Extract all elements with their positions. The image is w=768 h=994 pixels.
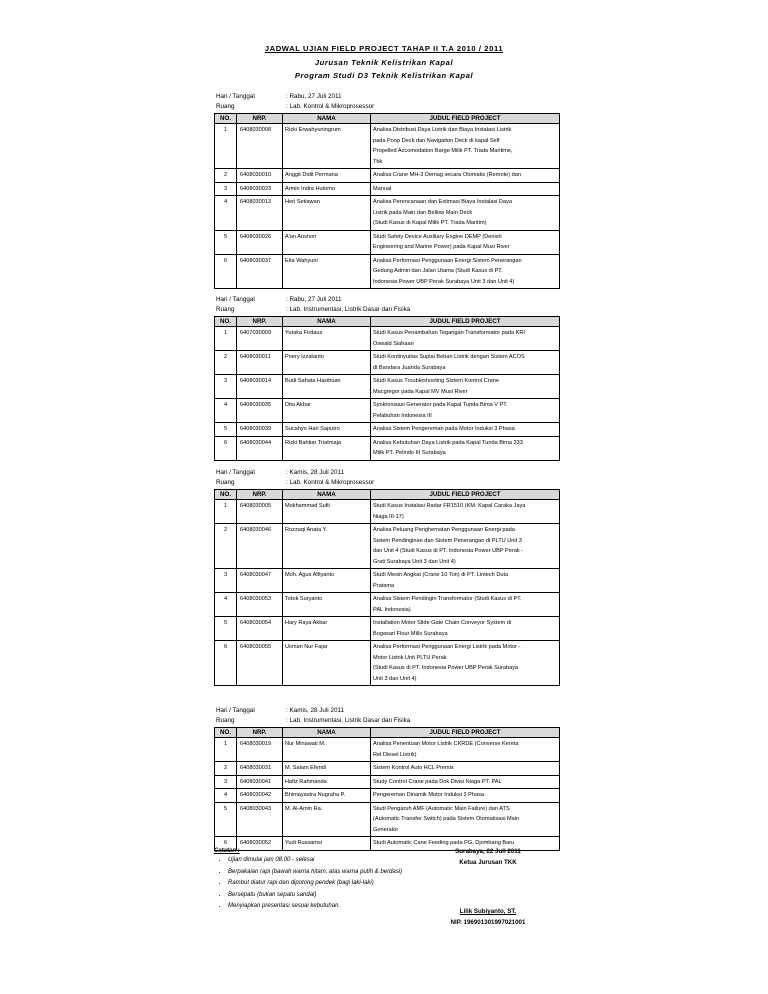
judul-line: Studi Mesin Angkat (Crane 10 Ton) di PT. Lintech Duta	[373, 572, 509, 578]
judul-line: (Studi Kasus di PT. Indonesia Power UBP Perak Surabaya	[373, 665, 519, 671]
schedule-table	[214, 489, 560, 686]
schedule-table	[214, 727, 560, 851]
cell-nama: Budi Sahata Hasibuan	[283, 375, 371, 399]
day-date-row	[214, 296, 559, 306]
cell-judul	[371, 789, 560, 803]
judul-line: Manual	[373, 185, 392, 192]
col-nama-header: NAMA	[283, 490, 371, 500]
cell-judul	[371, 617, 560, 641]
col-no-header: NO.	[215, 490, 237, 500]
table-row	[215, 436, 560, 460]
judul-line: Study Control Crane pada Dok Divisi Niaga PT. PAL	[373, 778, 502, 785]
cell-no: 3	[215, 182, 237, 196]
schedule-table	[214, 316, 560, 461]
cell-nama: Dita Akbar	[283, 399, 371, 423]
cell-judul	[371, 738, 560, 762]
cell-no: 2	[215, 524, 237, 569]
cell-nama: Rizki Erwahyuningrum	[283, 124, 371, 169]
judul-line: Generator	[373, 826, 399, 833]
signature-nip: NIP. 196901301997021001	[450, 919, 526, 926]
judul-line: Analisa Sistem Pendingin Transformator (Studi Kasus di PT.	[373, 596, 522, 602]
cell-no: 2	[215, 169, 237, 183]
room-value: : Lab. Kontrol & Mikroprosessor	[286, 479, 375, 486]
cell-judul	[371, 124, 560, 169]
judul-line: Synkronisasi Generator pada Kapal Tunda Bima V PT.	[373, 402, 508, 408]
judul-line: (Automatic Transfer Switch) pada Sistem Otomatisasi Main	[373, 816, 520, 822]
cell-nama: Hary Raya Akbar	[283, 617, 371, 641]
table-row	[215, 500, 560, 524]
room-label: Ruang	[216, 717, 235, 724]
schedule-section	[214, 93, 559, 289]
table-row	[215, 593, 560, 617]
table-row	[215, 327, 560, 351]
col-nama-header: NAMA	[283, 728, 371, 738]
cell-no: 5	[215, 617, 237, 641]
department-line: Jurusan Teknik Kelistrikan Kapal	[314, 58, 454, 67]
cell-no: 6	[215, 837, 237, 851]
cell-no: 4	[215, 789, 237, 803]
judul-line: Analisa Penentuan Motor Listrik CKRDE (Converse Kereta	[373, 741, 519, 747]
note-item: • Ujian dimulai jam 08.00 - selesai	[228, 857, 559, 864]
judul-line: PAL Indonesia)	[373, 606, 411, 613]
col-judul-header: JUDUL FIELD PROJECT	[371, 728, 560, 738]
judul-line: Studi Safety Device Auxiliary Engine DEMP (Denish	[373, 233, 502, 240]
col-no-header: NO.	[215, 317, 237, 327]
cell-judul	[371, 802, 560, 837]
day-date-value: : Kamis, 28 Juli 2011	[286, 707, 344, 714]
cell-nrp: 6408030039	[237, 423, 283, 437]
signature-name: Lilik Subiyanto, ST.	[459, 908, 517, 915]
col-no-header: NO.	[215, 114, 237, 124]
notes-title: Catatan :	[214, 848, 240, 854]
col-nrp-header: NRP.	[237, 317, 283, 327]
col-judul-header: JUDUL FIELD PROJECT	[371, 490, 560, 500]
judul-line: Studi Pengaruh AMF (Automatic Main Failure) dan ATS	[373, 805, 510, 812]
signature-place-date: Surabaya, 22 Juli 2011	[455, 848, 521, 855]
judul-line: Rel Diesel Listrik)	[373, 751, 417, 758]
table-row	[215, 423, 560, 437]
col-judul-header: JUDUL FIELD PROJECT	[371, 114, 560, 124]
cell-no: 1	[215, 738, 237, 762]
cell-judul	[371, 375, 560, 399]
room-label: Ruang	[216, 306, 235, 313]
note-item: • Menyiapkan presentasi sesuai kebutuhan.	[228, 903, 559, 910]
judul-line: (Studi Kasus di Kapal Milik PT. Trada Maritim)	[373, 220, 487, 226]
judul-line: Unit 3 dan Unit 4)	[373, 675, 417, 682]
cell-nama: Totok Suryanto	[283, 593, 371, 617]
cell-no: 1	[215, 500, 237, 524]
note-item: • Bersepatu (bukan sepatu sandal)	[228, 892, 559, 899]
cell-judul	[371, 524, 560, 569]
cell-nama: Armin Indra Hutomo	[283, 182, 371, 196]
cell-no: 6	[215, 641, 237, 686]
judul-line: Motor Listrik Unit PLTU Perak	[373, 654, 447, 661]
table-row	[215, 230, 560, 254]
col-nama-header: NAMA	[283, 317, 371, 327]
cell-no: 4	[215, 593, 237, 617]
judul-line: Studi Kasus Troubleshooting Sistem Kontrol Crane	[373, 378, 499, 384]
table-row	[215, 762, 560, 776]
program-line: Program Studi D3 Teknik Kelistrikan Kapal	[294, 71, 474, 80]
cell-nama: Nur Minawati M.	[283, 738, 371, 762]
cell-nrp: 6408030046	[237, 524, 283, 569]
judul-line: Indonesia Power UBP Perak Surabaya Unit 3 dan Unit 4)	[373, 278, 515, 285]
room-value: : Lab. Kontrol & Mikroprosessor	[286, 103, 375, 110]
room-row	[214, 479, 559, 489]
judul-line: Tbk	[373, 158, 383, 165]
cell-no: 5	[215, 230, 237, 254]
schedule-section	[214, 296, 559, 461]
cell-judul	[371, 423, 560, 437]
cell-nama: Moh. Agus Alfiyanto	[283, 569, 371, 593]
cell-judul	[371, 327, 560, 351]
cell-nama: Bhimayastra Nugraha P.	[283, 789, 371, 803]
schedule-section	[214, 469, 559, 686]
cell-judul	[371, 254, 560, 289]
col-no-header: NO.	[215, 728, 237, 738]
table-row	[215, 641, 560, 686]
judul-line: Analisa Sistem Pengereman pada Motor Induksi 3 Phasa	[373, 426, 515, 432]
cell-nama: M. Salam Efendi	[283, 762, 371, 776]
judul-line: Analisa Performasi Penggunaan Energi Listrik pada Motor -	[373, 644, 521, 650]
judul-line: Listrik pada Main dan Bellow Main Deck	[373, 209, 473, 216]
cell-nama: Eka Wahyuni	[283, 254, 371, 289]
cell-judul	[371, 569, 560, 593]
table-row	[215, 802, 560, 837]
cell-nrp: 6408030008	[237, 124, 283, 169]
table-row	[215, 738, 560, 762]
cell-nrp: 6408030010	[237, 169, 283, 183]
cell-no: 3	[215, 775, 237, 789]
cell-judul	[371, 182, 560, 196]
table-row	[215, 789, 560, 803]
room-value: : Lab. Instrumentasi, Listrik Dasar dan Fisika	[286, 717, 411, 724]
col-nrp-header: NRP.	[237, 490, 283, 500]
table-row	[215, 182, 560, 196]
cell-no: 3	[215, 569, 237, 593]
table-row	[215, 351, 560, 375]
cell-judul	[371, 169, 560, 183]
cell-no: 2	[215, 762, 237, 776]
cell-nama: Hafiz Rahmanda	[283, 775, 371, 789]
table-row	[215, 399, 560, 423]
table-row	[215, 569, 560, 593]
room-label: Ruang	[216, 479, 235, 486]
day-date-value: : Rabu, 27 Juli 2011	[286, 93, 342, 100]
signature-position: Ketua Jurusan TKK	[459, 859, 517, 866]
judul-line: Grati Surabaya Unit 3 dan Unit 4)	[373, 558, 456, 565]
judul-line: Analisa Peluang Penghematan Penggunaan Energi pada	[373, 527, 515, 533]
cell-judul	[371, 196, 560, 231]
cell-judul	[371, 641, 560, 686]
cell-nrp: 6408030026	[237, 230, 283, 254]
cell-judul	[371, 399, 560, 423]
day-date-row	[214, 93, 559, 103]
cell-nama: Rozzaqi Anata Y.	[283, 524, 371, 569]
cell-no: 1	[215, 124, 237, 169]
cell-nrp: 6408030035	[237, 399, 283, 423]
cell-nama: A'an Anshori	[283, 230, 371, 254]
judul-line: Pengereman Dinamik Motor Induksi 3 Phasa	[373, 792, 484, 798]
room-label: Ruang	[216, 103, 235, 110]
cell-nrp: 6408030013	[237, 196, 283, 231]
cell-nrp: 6408030037	[237, 254, 283, 289]
judul-line: Niaga III-17)	[373, 513, 404, 520]
note-item: • Berpakaian rapi (bawah warna hitam, atas warna putih & berdasi)	[228, 869, 559, 876]
judul-line: Analisa Performasi Penggunaan Energi Sistem Penerangan	[373, 257, 522, 264]
cell-nrp: 6408030042	[237, 789, 283, 803]
document-title: JADWAL UJIAN FIELD PROJECT TAHAP II T.A 2010 / 2011	[264, 44, 504, 53]
judul-line: Propelled Accomodation Barge Milik PT. Trada Maritime,	[373, 148, 513, 154]
cell-judul	[371, 500, 560, 524]
judul-line: Oswald Siahaan	[373, 340, 414, 347]
cell-nrp: 6407030009	[237, 327, 283, 351]
cell-nrp: 6408030055	[237, 641, 283, 686]
cell-nrp: 6408030031	[237, 762, 283, 776]
judul-line: Analisa Distribusi Daya Listrik dan Biaya Instalasi Listrik	[373, 127, 512, 133]
judul-line: dan Unit 4 (Studi Kasus di PT. Indonesia Power UBP Perak -	[373, 548, 524, 554]
day-date-row	[214, 469, 559, 479]
day-date-row	[214, 707, 559, 717]
cell-nama: Rizki Bahtiar Triatmaja	[283, 436, 371, 460]
table-row	[215, 169, 560, 183]
day-date-label: Hari / Tanggal	[216, 469, 255, 476]
cell-nrp: 6408030053	[237, 593, 283, 617]
cell-judul	[371, 230, 560, 254]
cell-judul	[371, 351, 560, 375]
day-date-label: Hari / Tanggal	[216, 296, 255, 303]
cell-judul	[371, 436, 560, 460]
judul-line: Engineering and Marine Power) pada Kapal Musi River	[373, 244, 510, 250]
judul-line: Studi Kontinyuitas Suplai Beban Listrik dengan Sistem ACOS	[373, 354, 525, 360]
cell-no: 6	[215, 254, 237, 289]
cell-no: 5	[215, 423, 237, 437]
cell-nama: M. Al-Amin Ra.	[283, 802, 371, 837]
cell-nama: Yudi Russamsi	[283, 837, 371, 851]
judul-line: Analisa Kebutuhan Daya Listrik pada Kapal Tunda Bima 333	[373, 439, 523, 446]
cell-no: 4	[215, 196, 237, 231]
judul-line: pada Poop Deck dan Navigation Deck di kapal Self	[373, 137, 500, 144]
cell-nama: Usman Nur Fajar	[283, 641, 371, 686]
col-nama-header: NAMA	[283, 114, 371, 124]
judul-line: Macgregor pada Kapal MV Musi River	[373, 388, 468, 395]
cell-nrp: 6408030005	[237, 500, 283, 524]
cell-nrp: 6408030044	[237, 436, 283, 460]
cell-nrp: 6408030047	[237, 569, 283, 593]
cell-nama: Heri Setiawan	[283, 196, 371, 231]
schedule-section	[214, 707, 559, 851]
judul-line: Sistem Pendinginan dan Sistem Penerangan di PLTU Unit 3	[373, 537, 522, 544]
judul-line: Analisa Crane MH-3 Demag secara Otomatis (Remote) dan	[373, 172, 521, 178]
cell-nama: Anggit Didit Permana	[283, 169, 371, 183]
note-item: • Rambut diatur rapi dan dipotong pendek (bagi laki-laki)	[228, 880, 559, 887]
cell-nrp: 6408030052	[237, 837, 283, 851]
cell-no: 5	[215, 802, 237, 837]
judul-line: Gedung Admin dan Jalan Utama (Studi Kasus di PT.	[373, 268, 503, 274]
cell-nrp: 6408030054	[237, 617, 283, 641]
day-date-value: : Rabu, 27 Juli 2011	[286, 296, 342, 303]
cell-nrp: 6408030043	[237, 802, 283, 837]
judul-line: Pratama	[373, 582, 395, 589]
judul-line: Sistem Kontrol Auto HCL Premix	[373, 765, 454, 771]
judul-line: Pelabuhan Indonesia III	[373, 412, 432, 419]
day-date-label: Hari / Tanggal	[216, 707, 255, 714]
judul-line: Studi Kasus Penambahan Tegangan Transformator pada KRI	[373, 330, 525, 336]
cell-no: 3	[215, 375, 237, 399]
table-row	[215, 254, 560, 289]
table-row	[215, 617, 560, 641]
judul-line: Bogasari Flour Mills Surabaya	[373, 630, 448, 637]
cell-no: 4	[215, 399, 237, 423]
room-row	[214, 717, 559, 727]
room-value: : Lab. Instrumentasi, Listrik Dasar dan Fisika	[286, 306, 411, 313]
day-date-value: : Kamis, 28 Juli 2011	[286, 469, 344, 476]
cell-no: 2	[215, 351, 237, 375]
cell-no: 1	[215, 327, 237, 351]
cell-nama: Mokhammad Sufii	[283, 500, 371, 524]
table-row	[215, 775, 560, 789]
col-nrp-header: NRP.	[237, 728, 283, 738]
col-judul-header: JUDUL FIELD PROJECT	[371, 317, 560, 327]
schedule-table	[214, 113, 560, 289]
cell-judul	[371, 762, 560, 776]
col-nrp-header: NRP.	[237, 114, 283, 124]
judul-line: Analisa Perencanaan dan Estimasi Biaya Instalasi Daya	[373, 199, 512, 205]
cell-nama: Poery Izzatanto	[283, 351, 371, 375]
cell-nrp: 6408030023	[237, 182, 283, 196]
cell-judul	[371, 775, 560, 789]
table-row	[215, 124, 560, 169]
judul-line: Installation Motor Slide Gate Chain Conveyor System di	[373, 620, 512, 626]
day-date-label: Hari / Tanggal	[216, 93, 255, 100]
cell-nama: Sucahyo Hari Saputro	[283, 423, 371, 437]
judul-line: Milik PT. Pelindo III Surabaya	[373, 450, 446, 456]
signature-block	[418, 848, 558, 930]
room-row	[214, 103, 559, 113]
judul-line: Studi Kasus Instalasi Radar FR1510 (KM. Kapal Caraka Jaya	[373, 503, 526, 509]
cell-no: 6	[215, 436, 237, 460]
room-row	[214, 306, 559, 316]
judul-line: Studi Automatic Cane Feeding pada PG. Djombang Baru	[373, 840, 515, 846]
cell-nrp: 6408030019	[237, 738, 283, 762]
table-row	[215, 524, 560, 569]
table-row	[215, 375, 560, 399]
cell-nrp: 6408030041	[237, 775, 283, 789]
cell-nrp: 6408030014	[237, 375, 283, 399]
table-row	[215, 196, 560, 231]
cell-judul	[371, 593, 560, 617]
cell-nrp: 6408030011	[237, 351, 283, 375]
judul-line: di Bandara Juanda Surabaya	[373, 364, 446, 371]
cell-nama: Yutaka Firdaus	[283, 327, 371, 351]
